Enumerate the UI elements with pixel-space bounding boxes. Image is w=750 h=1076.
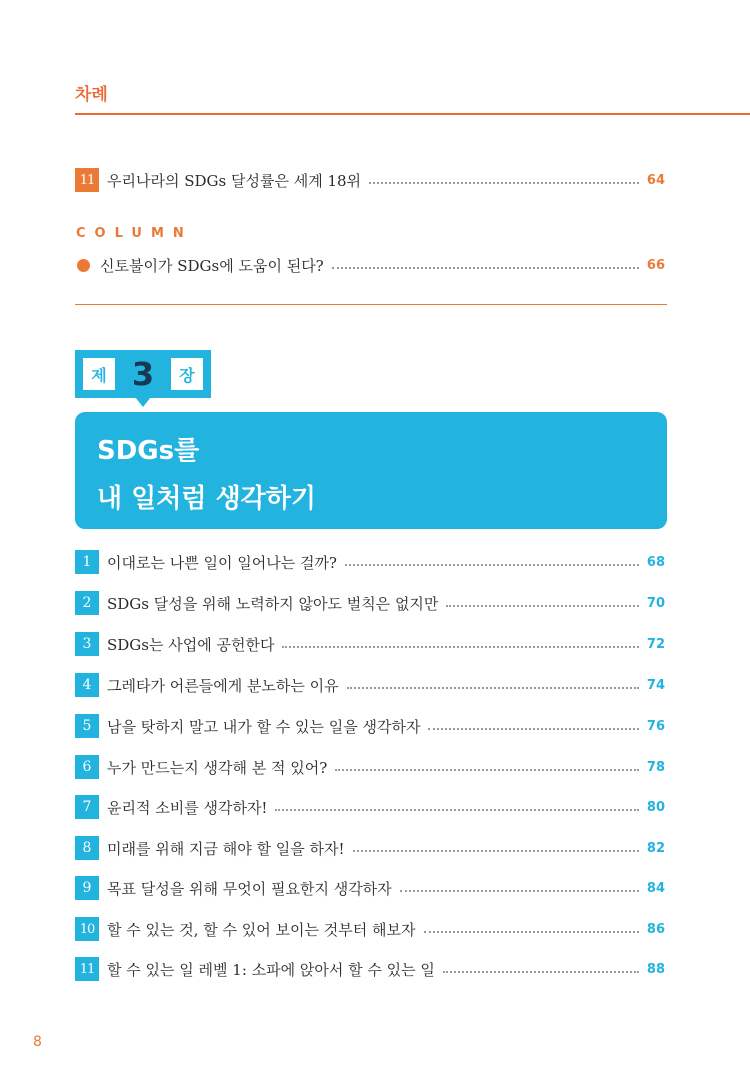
entry-page-number: 78	[646, 759, 665, 775]
entry-number-box: 3	[75, 632, 99, 656]
entry-page-number: 82	[646, 840, 665, 856]
entry-number-box: 11	[75, 957, 99, 981]
entry-number-box: 10	[75, 917, 99, 941]
toc-header-title: 차례	[75, 85, 108, 105]
entry-page-number: 88	[646, 961, 665, 977]
entry-number-box: 1	[75, 550, 99, 574]
dot-leader	[347, 687, 639, 689]
entry-title: SDGs는 사업에 공헌한다	[107, 635, 275, 654]
entry-page-number: 68	[646, 554, 665, 570]
entry-number-box: 7	[75, 795, 99, 819]
chapter-prefix: 제	[83, 358, 115, 390]
toc-entry-8[interactable]	[75, 836, 665, 860]
dot-leader	[353, 850, 640, 852]
toc-entry-4[interactable]	[75, 673, 665, 697]
entry-page-number: 66	[646, 257, 665, 273]
entry-number-box: 4	[75, 673, 99, 697]
bullet-icon	[77, 259, 90, 272]
column-section-label: COLUMN	[76, 226, 193, 241]
toc-entry-6[interactable]	[75, 755, 665, 779]
entry-title: SDGs 달성을 위해 노력하지 않아도 벌칙은 없지만	[107, 594, 439, 613]
entry-page-number: 72	[646, 636, 665, 652]
page-number: 8	[33, 1034, 42, 1050]
entry-number-box: 6	[75, 755, 99, 779]
toc-entry-11[interactable]	[75, 957, 665, 981]
dot-leader	[369, 182, 639, 184]
entry-title: 우리나라의 SDGs 달성률은 세계 18위	[107, 171, 362, 190]
header-divider	[75, 113, 750, 115]
entry-number-box: 5	[75, 714, 99, 738]
entry-title: 할 수 있는 일 레벨 1: 소파에 앉아서 할 수 있는 일	[107, 960, 435, 979]
entry-title: 윤리적 소비를 생각하자!	[107, 798, 268, 817]
toc-entry-10[interactable]	[75, 917, 665, 941]
entry-page-number: 70	[646, 595, 665, 611]
section-divider	[75, 304, 667, 305]
dot-leader	[428, 728, 639, 730]
entry-title: 누가 만드는지 생각해 본 적 있어?	[107, 758, 328, 777]
entry-page-number: 84	[646, 880, 665, 896]
chapter-title-line-2: 내 일처럼 생각하기	[97, 484, 317, 514]
toc-entry-2[interactable]	[75, 591, 665, 615]
dot-leader	[345, 564, 639, 566]
chapter-title-line-1: SDGs를	[97, 436, 200, 466]
dot-leader	[335, 769, 639, 771]
toc-entry-1[interactable]	[75, 550, 665, 574]
entry-page-number: 74	[646, 677, 665, 693]
entry-number-box: 8	[75, 836, 99, 860]
entry-number-box: 9	[75, 876, 99, 900]
toc-entry-9[interactable]	[75, 876, 665, 900]
entry-title: 미래를 위해 지금 해야 할 일을 하자!	[107, 839, 345, 858]
entry-number-box: 11	[75, 168, 99, 192]
dot-leader	[424, 931, 639, 933]
chapter-title-banner	[75, 412, 667, 529]
dot-leader	[443, 971, 639, 973]
entry-title: 이대로는 나쁜 일이 일어나는 걸까?	[107, 553, 337, 572]
dot-leader	[275, 809, 639, 811]
toc-entry-3[interactable]	[75, 632, 665, 656]
entry-title: 목표 달성을 위해 무엇이 필요한지 생각하자	[107, 879, 392, 898]
entry-title: 신토불이가 SDGs에 도움이 된다?	[100, 256, 324, 275]
entry-title: 할 수 있는 것, 할 수 있어 보이는 것부터 해보자	[107, 920, 416, 939]
chapter-tag	[75, 350, 211, 398]
dot-leader	[332, 267, 639, 269]
entry-number-box: 2	[75, 591, 99, 615]
entry-page-number: 76	[646, 718, 665, 734]
column-entry[interactable]	[75, 253, 665, 277]
dot-leader	[446, 605, 639, 607]
entry-page-number: 64	[646, 172, 665, 188]
dot-leader	[400, 890, 639, 892]
entry-title: 그레타가 어른들에게 분노하는 이유	[107, 676, 339, 695]
entry-page-number: 80	[646, 799, 665, 815]
entry-page-number: 86	[646, 921, 665, 937]
toc-entry[interactable]	[75, 168, 665, 192]
chapter-suffix: 장	[171, 358, 203, 390]
chapter-tag-pointer	[135, 397, 151, 407]
toc-entry-7[interactable]	[75, 795, 665, 819]
entry-title: 남을 탓하지 말고 내가 할 수 있는 일을 생각하자	[107, 717, 421, 736]
dot-leader	[282, 646, 639, 648]
chapter-number: 3	[131, 355, 155, 393]
toc-entry-5[interactable]	[75, 714, 665, 738]
